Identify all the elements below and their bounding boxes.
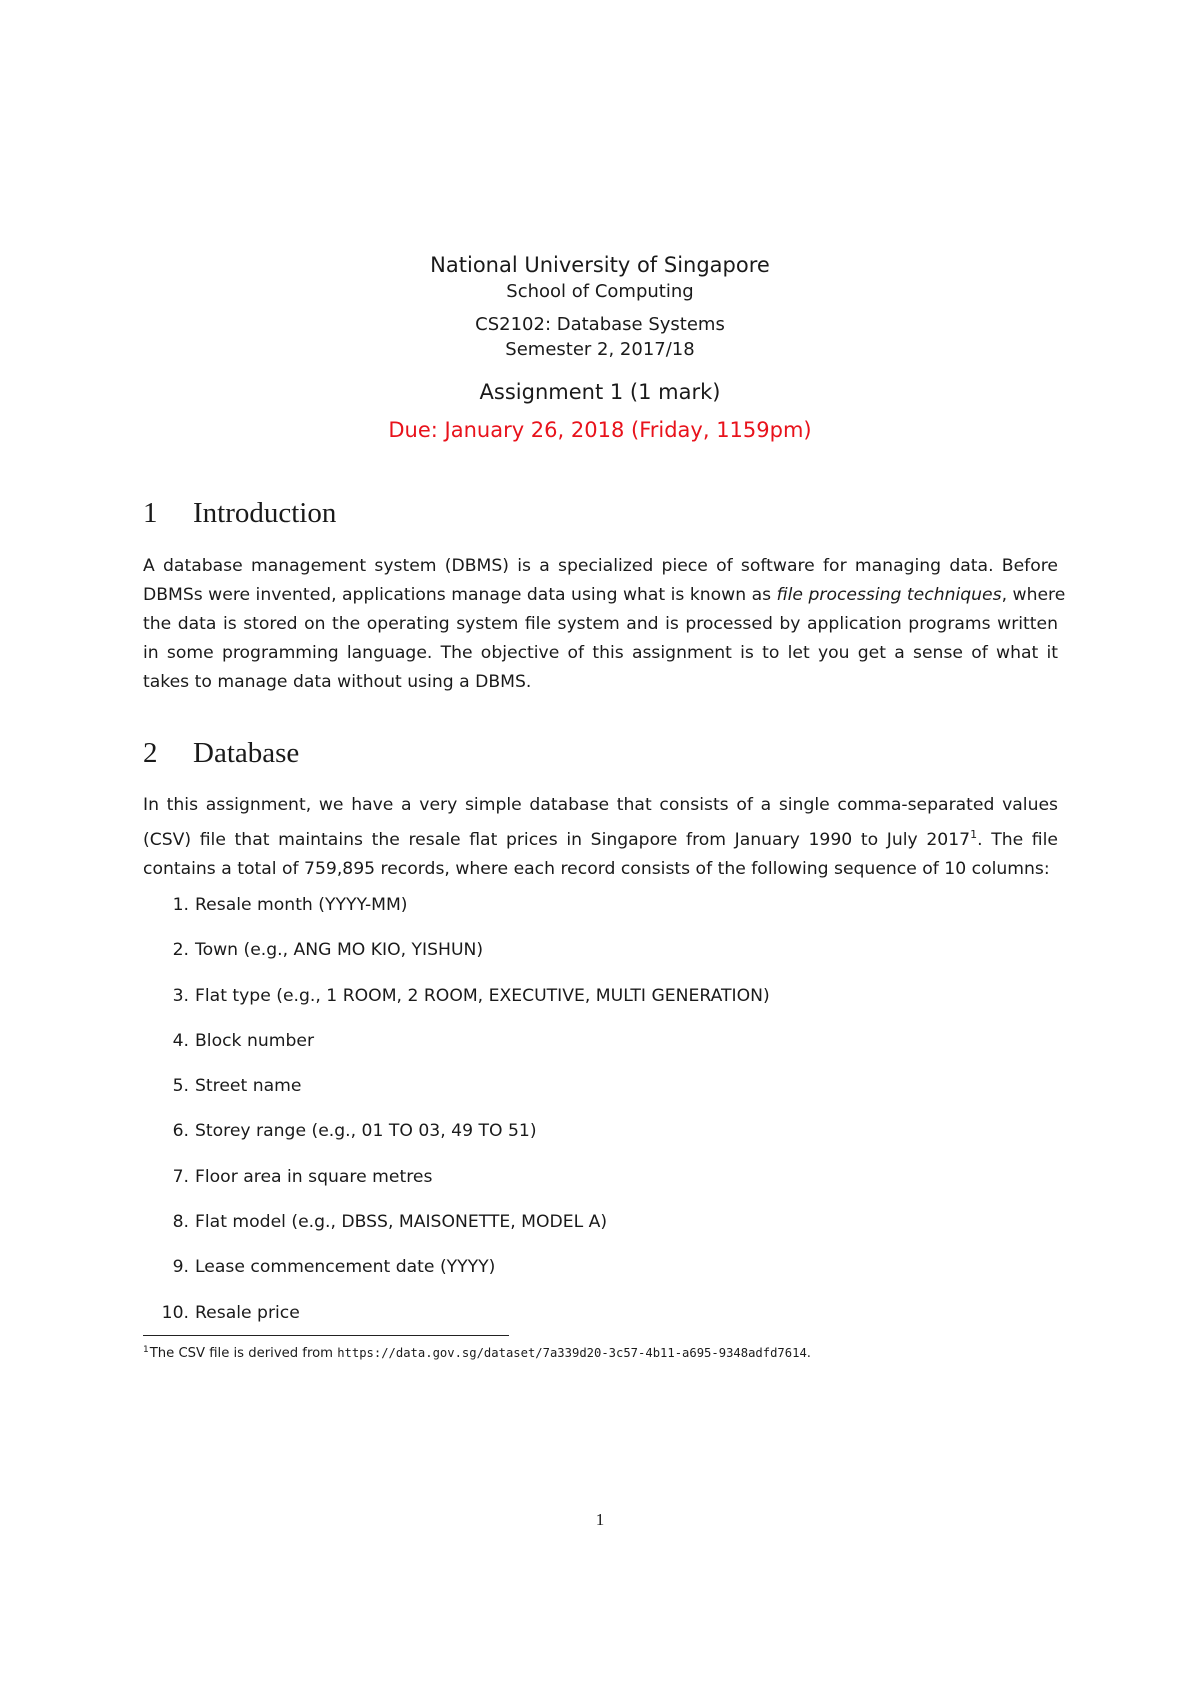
database-paragraph: [143, 791, 1058, 884]
list-item: [143, 1121, 1058, 1166]
list-marker: 2.: [172, 940, 189, 961]
section-number: 1: [143, 497, 158, 529]
footnote: [143, 1345, 811, 1361]
list-marker: 4.: [172, 1030, 189, 1051]
list-marker: 10.: [161, 1302, 189, 1323]
page-number: 1: [595, 1510, 605, 1529]
list-marker: 1.: [172, 895, 189, 915]
list-item: [143, 1303, 1058, 1348]
section-title: Database: [193, 737, 300, 769]
list-marker: 7.: [172, 1166, 189, 1187]
paragraph-line: A database management system (DBMS) is a specialized piece of software for managing data. Before: [143, 556, 1058, 576]
list-marker: 6.: [172, 1121, 189, 1142]
list-item-text: Flat type (e.g., 1 ROOM, 2 ROOM, EXECUTIVE, MULTI GENERATION): [195, 985, 770, 1006]
paragraph-text: , where: [1001, 585, 1066, 605]
paragraph-line: contains a total of 759,895 records, where each record consists of the following sequence of 10 columns:: [143, 859, 1050, 879]
paragraph-line: the data is stored on the operating system file system and is processed by application programs written: [143, 614, 1058, 634]
footnote-mark: 1: [143, 1345, 149, 1355]
paragraph-text: DBMSs were invented, applications manage data using what is known as: [143, 585, 777, 605]
list-item: [143, 940, 1058, 985]
list-marker: 3.: [172, 985, 189, 1006]
list-item: [143, 1031, 1058, 1076]
school-name: School of Computing: [506, 281, 694, 302]
list-item: [143, 986, 1058, 1031]
list-item: [143, 1167, 1058, 1212]
list-item-text: Lease commencement date (YYYY): [195, 1257, 496, 1278]
column-list: [143, 895, 1058, 1348]
paragraph-line: in some programming language. The objective of this assignment is to let you get a sense of what it: [143, 643, 1058, 663]
list-item-text: Flat model (e.g., DBSS, MAISONETTE, MODEL A): [195, 1212, 608, 1233]
section-heading-introduction: [143, 497, 336, 530]
list-item-text: Street name: [195, 1076, 302, 1097]
list-item-text: Block number: [195, 1030, 315, 1051]
list-item-text: Resale price: [195, 1302, 300, 1323]
list-item-text: Floor area in square metres: [195, 1166, 433, 1187]
introduction-paragraph: [143, 552, 1066, 697]
assignment-title: Assignment 1 (1 mark): [479, 380, 721, 404]
university-name: National University of Singapore: [430, 253, 770, 277]
list-item: [143, 1076, 1058, 1121]
list-item-text: Town (e.g., ANG MO KIO, YISHUN): [195, 940, 484, 961]
paragraph-line: takes to manage data without using a DBMS.: [143, 672, 532, 692]
semester: Semester 2, 2017/18: [505, 339, 695, 360]
section-title: Introduction: [193, 497, 337, 529]
list-item: [143, 1212, 1058, 1257]
list-marker: 8.: [172, 1212, 189, 1233]
paragraph-text: . The file: [977, 830, 1058, 850]
paragraph-text: (CSV) file that maintains the resale flat prices in Singapore from January 1990 to July 2017: [143, 830, 971, 850]
due-date: Due: January 26, 2018 (Friday, 1159pm): [388, 418, 812, 442]
emphasis-term: file processing techniques: [776, 585, 1002, 605]
footnote-end: .: [806, 1346, 811, 1361]
section-heading-database: [143, 737, 299, 770]
paragraph-line: In this assignment, we have a very simple database that consists of a single comma-separated values: [143, 795, 1058, 815]
section-number: 2: [143, 737, 158, 769]
footnote-text: The CSV file is derived from: [149, 1346, 338, 1361]
list-item: [143, 1257, 1058, 1302]
list-item-text: Resale month (YYYY-MM): [195, 895, 408, 915]
footnote-reference: 1: [970, 828, 978, 841]
paragraph-line: [143, 581, 1066, 610]
footnote-divider: [143, 1335, 509, 1336]
list-item-text: Storey range (e.g., 01 TO 03, 49 TO 51): [195, 1121, 537, 1142]
footnote-url[interactable]: https://data.gov.sg/dataset/7a339d20-3c57-4b11-a695-9348adfd7614: [337, 1346, 807, 1360]
paragraph-line: [143, 820, 1058, 855]
course-title: CS2102: Database Systems: [475, 314, 725, 335]
list-marker: 5.: [172, 1076, 189, 1097]
list-item: [143, 895, 1058, 940]
list-marker: 9.: [172, 1257, 189, 1278]
